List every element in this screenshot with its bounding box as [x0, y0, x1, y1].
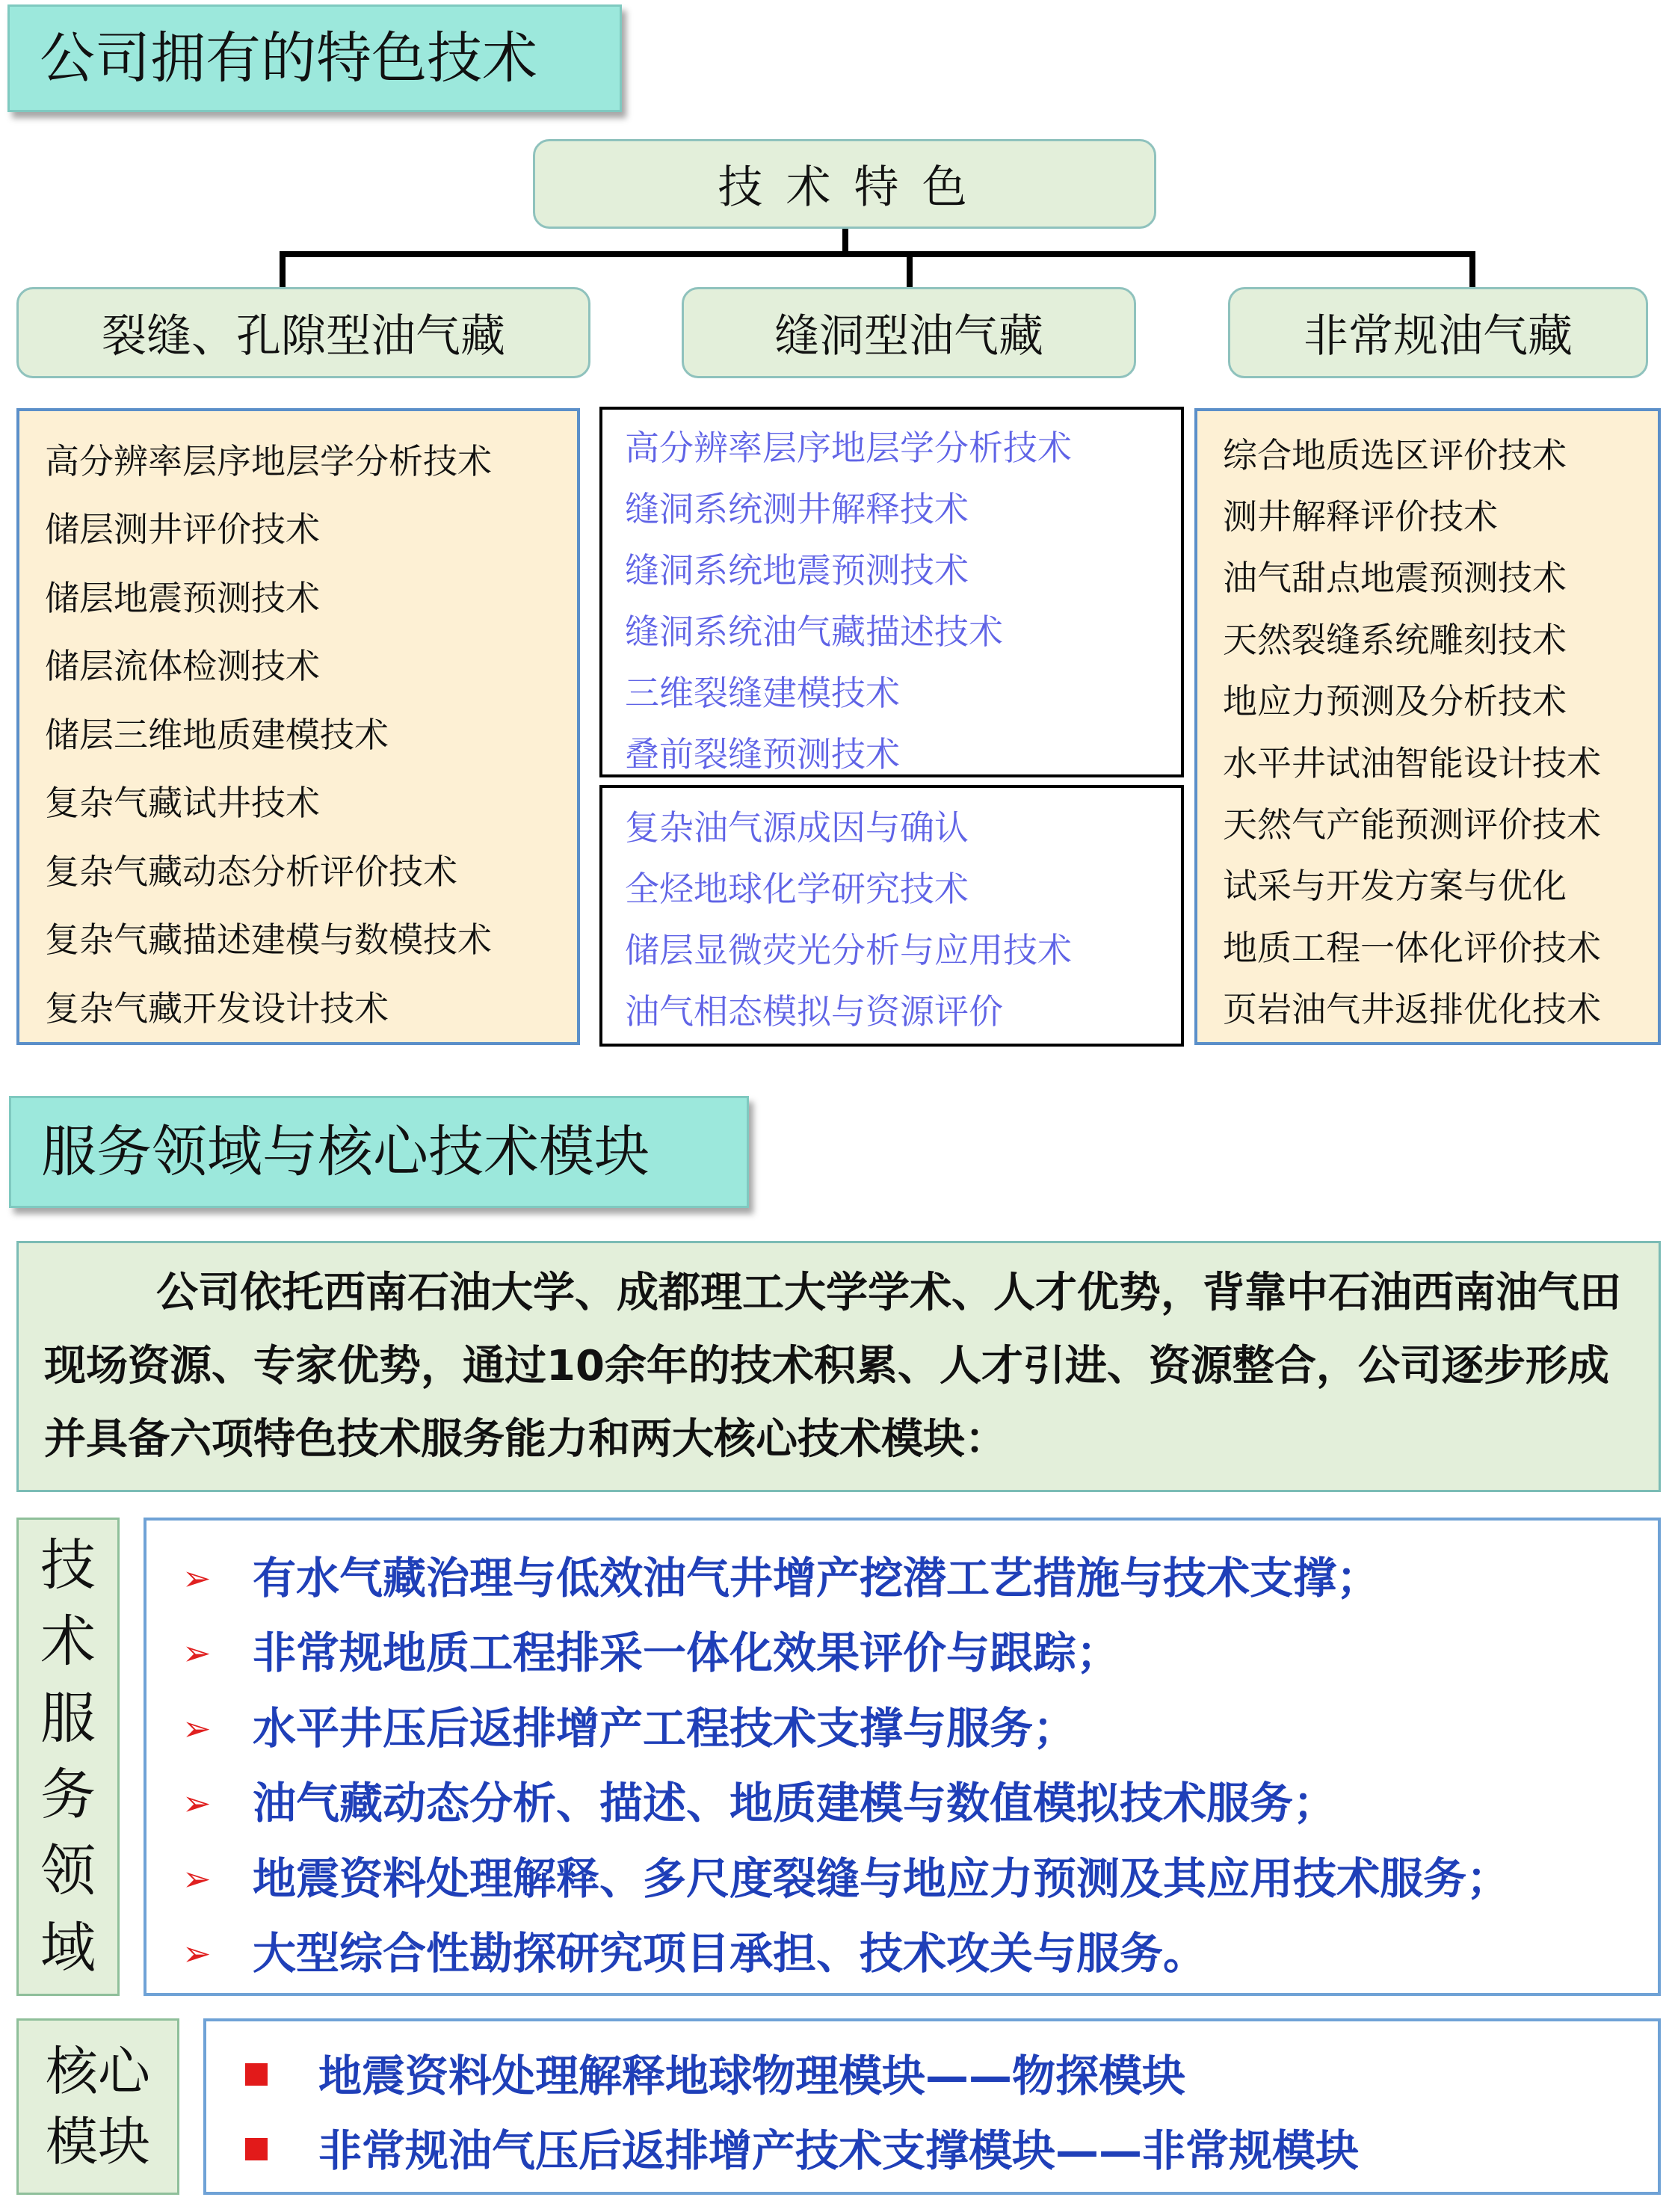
services-label-char: 术 [40, 1609, 96, 1675]
services-label-char: 域 [40, 1915, 96, 1980]
arrow-bullet-icon: ➢ [182, 1708, 212, 1749]
list-item: 复杂气藏动态分析评价技术 [45, 851, 457, 892]
category-fracture-cave [682, 287, 1136, 378]
list-item: 储层测井评价技术 [45, 509, 320, 549]
tech-list-unconventional [1194, 408, 1661, 1045]
services-label-char: 务 [40, 1763, 96, 1828]
list-item: 复杂油气源成因与确认 [625, 807, 969, 848]
list-item: 缝洞系统地震预测技术 [625, 550, 969, 591]
intro-paragraph: 公司依托西南石油大学、成都理工大学学术、人才优势，背靠中石油西南油气田现场资源、专家优势，通过10余年的技术积累、人才引进、资源整合，公司逐步形成并具备六项特色技术服务能力和两大核心技术模块： [44, 1269, 1621, 1464]
section-title-features [7, 4, 622, 112]
tree-root-box [533, 139, 1156, 229]
square-bullet-icon [245, 2063, 268, 2086]
list-item: 天然气产能预测评价技术 [1223, 804, 1601, 845]
core-modules-list [203, 2018, 1661, 2195]
list-item: 复杂气藏描述建模与数模技术 [45, 919, 492, 960]
category-fracture-cave-label: 缝洞型油气藏 [774, 310, 1043, 363]
service-item: 油气藏动态分析、描述、地质建模与数值模拟技术服务； [253, 1778, 1337, 1829]
section-title-text: 服务领域与核心技术模块 [41, 1120, 650, 1184]
service-item: 水平井压后返排增产工程技术支撑与服务； [253, 1703, 1077, 1754]
services-list [144, 1518, 1661, 1996]
service-item: 大型综合性勘探研究项目承担、技术攻关与服务。 [253, 1928, 1207, 1979]
core-modules-label [16, 2018, 179, 2195]
core-label-line: 模块 [46, 2111, 150, 2172]
list-item: 三维裂缝建模技术 [625, 673, 900, 713]
section-title-text: 公司拥有的特色技术 [40, 26, 537, 90]
square-bullet-icon [245, 2138, 268, 2160]
intro-paragraph-box [16, 1241, 1661, 1492]
category-fracture-pore-label: 裂缝、孔隙型油气藏 [102, 310, 505, 363]
list-item: 地质工程一体化评价技术 [1223, 928, 1601, 968]
core-module-item: 非常规油气压后返排增产技术支撑模块——非常规模块 [318, 2125, 1360, 2176]
tech-list-fracture-cave [599, 407, 1184, 777]
section-title-services [9, 1096, 749, 1208]
arrow-bullet-icon: ➢ [182, 1858, 212, 1899]
list-item: 油气相态模拟与资源评价 [625, 991, 1003, 1032]
list-item: 高分辨率层序地层学分析技术 [625, 428, 1072, 468]
list-item: 全烃地球化学研究技术 [625, 869, 969, 909]
arrow-bullet-icon: ➢ [182, 1633, 212, 1673]
core-module-item: 地震资料处理解释地球物理模块——物探模块 [318, 2051, 1186, 2101]
list-item: 储层流体检测技术 [45, 646, 320, 686]
list-item: 水平井试油智能设计技术 [1223, 743, 1601, 783]
list-item: 储层显微荧光分析与应用技术 [625, 930, 1072, 970]
list-item: 高分辨率层序地层学分析技术 [45, 441, 492, 481]
connector-horizontal [280, 251, 1475, 257]
list-item: 地应力预测及分析技术 [1223, 681, 1567, 721]
list-item: 复杂气藏试井技术 [45, 783, 320, 823]
arrow-bullet-icon: ➢ [182, 1933, 212, 1974]
tree-root-label: 技 术 特 色 [718, 161, 972, 214]
connector-middle [907, 251, 913, 287]
connector-left [280, 251, 286, 287]
category-unconventional [1228, 287, 1648, 378]
list-item: 天然裂缝系统雕刻技术 [1223, 620, 1567, 660]
category-fracture-pore [16, 287, 590, 378]
service-item: 有水气藏治理与低效油气井增产挖潜工艺措施与技术支撑； [253, 1553, 1381, 1603]
list-item: 测井解释评价技术 [1223, 496, 1498, 537]
services-label [16, 1518, 120, 1996]
list-item: 储层地震预测技术 [45, 578, 320, 618]
tech-list-fracture-pore [16, 408, 580, 1045]
category-unconventional-label: 非常规油气藏 [1304, 310, 1573, 363]
list-item: 缝洞系统油气藏描述技术 [625, 611, 1003, 652]
list-item: 缝洞系统测井解释技术 [625, 489, 969, 529]
list-item: 叠前裂缝预测技术 [625, 734, 900, 774]
tech-list-geochemistry [599, 785, 1184, 1047]
service-item: 地震资料处理解释、多尺度裂缝与地应力预测及其应用技术服务； [253, 1853, 1511, 1904]
connector-right [1469, 251, 1475, 287]
arrow-bullet-icon: ➢ [182, 1783, 212, 1823]
list-item: 油气甜点地震预测技术 [1223, 558, 1567, 598]
services-label-char: 服 [40, 1686, 96, 1751]
services-label-char: 领 [40, 1839, 96, 1904]
list-item: 复杂气藏开发设计技术 [45, 988, 389, 1029]
arrow-bullet-icon: ➢ [182, 1558, 212, 1598]
list-item: 页岩油气井返排优化技术 [1223, 989, 1601, 1029]
list-item: 综合地质选区评价技术 [1223, 435, 1567, 475]
core-label-line: 核心 [46, 2040, 150, 2102]
service-item: 非常规地质工程排采一体化效果评价与跟踪； [253, 1627, 1120, 1678]
list-item: 储层三维地质建模技术 [45, 715, 389, 755]
services-label-char: 技 [40, 1533, 96, 1598]
list-item: 试采与开发方案与优化 [1223, 866, 1567, 906]
